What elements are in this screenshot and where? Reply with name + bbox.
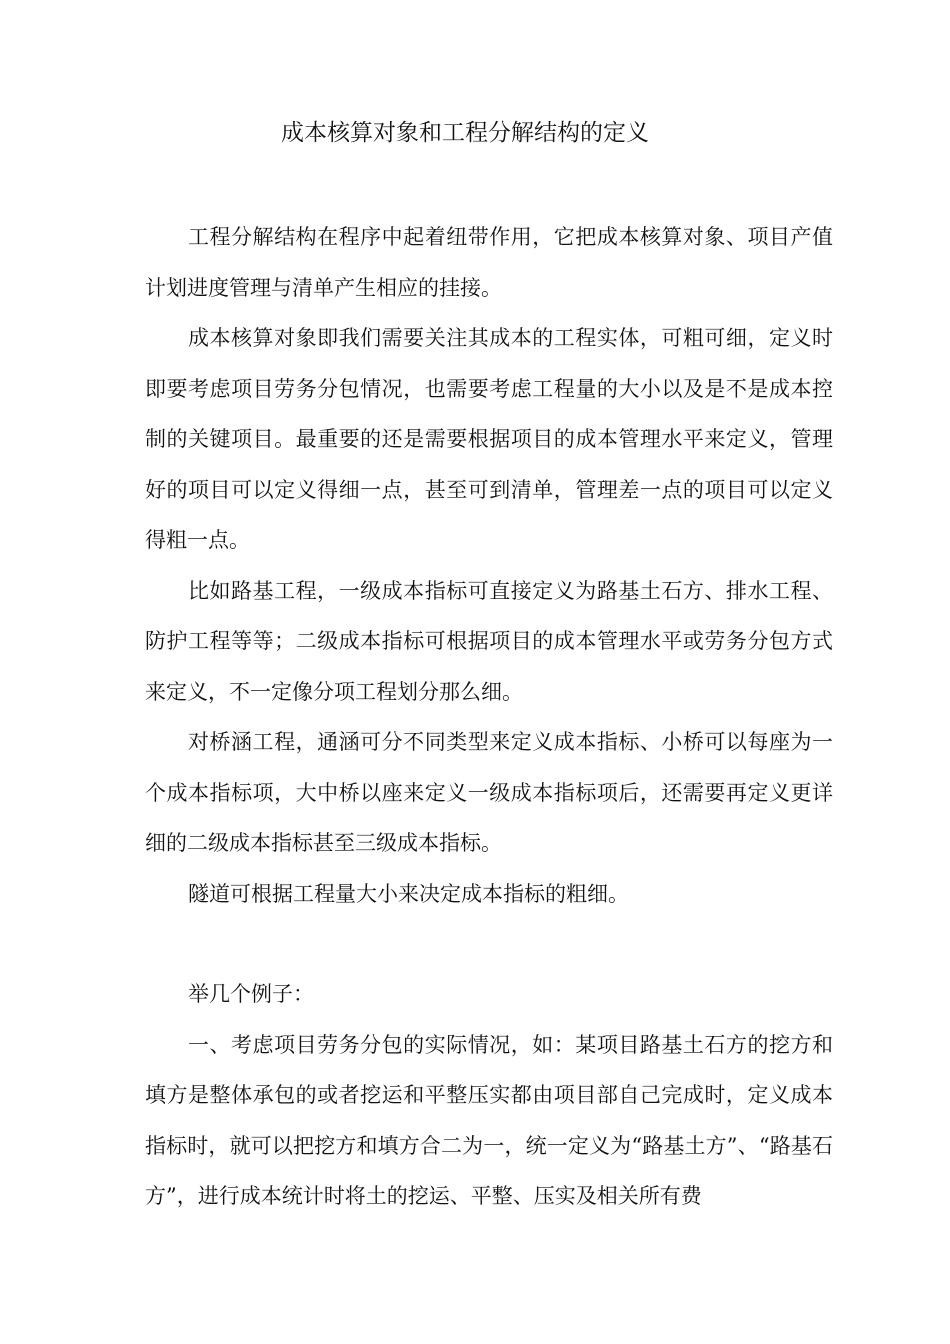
paragraph-gap bbox=[145, 919, 833, 969]
paragraph-bridge-culvert-example: 对桥涵工程，通涵可分不同类型来定义成本指标、小桥可以每座为一个成本指标项，大中桥以座来定义一级成本指标项后，还需要再定义更详细的二级成本指标甚至三级成本指标。 bbox=[145, 730, 833, 855]
paragraph-roadbed-example: 比如路基工程，一级成本指标可直接定义为路基土石方、排水工程、防护工程等等；二级成本指标可根据项目的成本管理水平或劳务分包方式来定义，不一定像分项工程划分那么细。 bbox=[145, 578, 833, 704]
paragraph-example-one: 一、考虑项目劳务分包的实际情况，如：某项目路基土石方的挖方和填方是整体承包的或者挖运和平整压实都由项目部自己完成时，定义成本指标时，就可以把挖方和填方合二为一，统一定义为“路基土方”、“路基石方”，进行成本统计时将土的挖运、平整、压实及相关所有费 bbox=[145, 1032, 833, 1208]
paragraph-tunnel-example: 隧道可根据工程量大小来决定成本指标的粗细。 bbox=[188, 881, 629, 906]
paragraph-cost-object-definition: 成本核算对象即我们需要关注其成本的工程实体，可粗可细，定义时即要考虑项目劳务分包情况，也需要考虑工程量的大小以及是不是成本控制的关键项目。最重要的还是需要根据项目的成本管理水平来定义，管理好的项目可以定义得细一点，甚至可到清单，管理差一点的项目可以定义得粗一点。 bbox=[145, 326, 833, 552]
paragraph-wbs-role: 工程分解结构在程序中起着纽带作用，它把成本核算对象、项目产值计划进度管理与清单产生相应的挂接。 bbox=[145, 225, 833, 300]
paragraph-examples-heading: 举几个例子： bbox=[188, 982, 314, 1006]
document-body bbox=[145, 212, 833, 1222]
document-title: 成本核算对象和工程分解结构的定义 bbox=[281, 120, 649, 146]
